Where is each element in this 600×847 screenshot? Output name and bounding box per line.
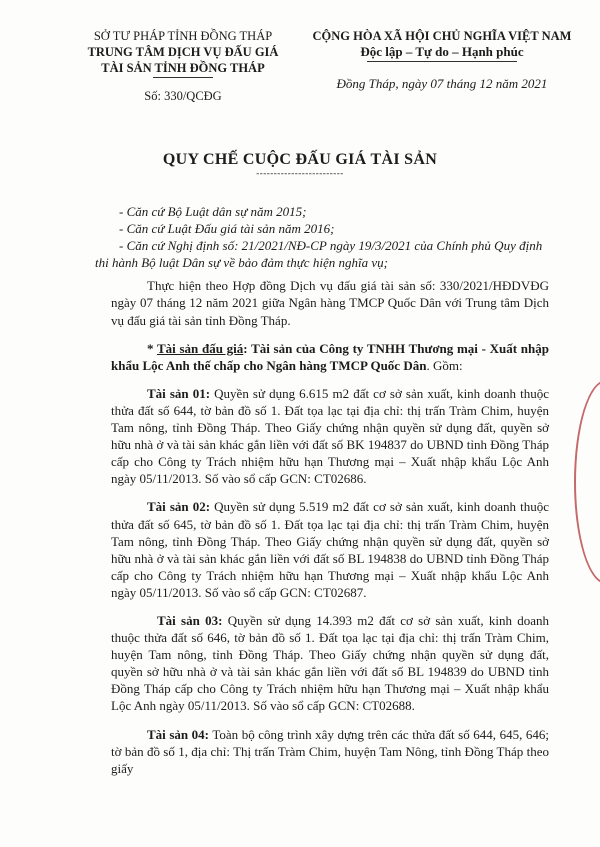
document-body bbox=[95, 203, 549, 777]
legal-basis-3-continued: thi hành Bộ luật Dân sự về bảo đảm thực hiện nghĩa vụ; bbox=[95, 255, 388, 271]
asset-heading-text: Tài sản của Công ty TNHH Thương mại - Xuất nhập khẩu Lộc Anh thế chấp cho Ngân hàng TMCP Quốc Dân bbox=[111, 340, 549, 373]
issuer-department: SỞ TƯ PHÁP TỈNH ĐỒNG THÁP bbox=[93, 29, 273, 43]
asset-3-label: Tài sản 03: bbox=[157, 612, 223, 628]
asset-paragraph-2 bbox=[111, 498, 549, 601]
issuer-center-line2: TÀI SẢN TỈNH ĐỒNG THÁP bbox=[101, 61, 265, 75]
asset-2-label: Tài sản 02: bbox=[147, 499, 211, 515]
issuer-center-line1: TRUNG TÂM DỊCH VỤ ĐẤU GIÁ bbox=[87, 45, 279, 59]
asset-heading-suffix: . Gồm: bbox=[426, 357, 463, 373]
asset-paragraph-3 bbox=[111, 612, 549, 715]
document-title: QUY CHẾ CUỘC ĐẤU GIÁ TÀI SẢN bbox=[162, 151, 438, 168]
asset-1-label: Tài sản 01: bbox=[147, 385, 211, 401]
legal-basis-3: - Căn cứ Nghị định số: 21/2021/NĐ-CP ngày 19/3/2021 của Chính phủ Quy định bbox=[119, 238, 543, 254]
national-header bbox=[292, 28, 592, 92]
asset-paragraph-4 bbox=[111, 726, 549, 777]
asset-heading-colon: : bbox=[243, 340, 252, 356]
national-motto: Độc lập – Tự do – Hạnh phúc bbox=[360, 44, 524, 59]
national-title: CỘNG HÒA XÃ HỘI CHỦ NGHĨA VIỆT NAM bbox=[312, 29, 572, 43]
asset-heading-paragraph bbox=[111, 340, 549, 374]
asset-heading-bullet: * bbox=[147, 340, 157, 356]
asset-paragraph-1 bbox=[111, 385, 549, 488]
issuer-block bbox=[84, 28, 282, 104]
legal-basis-1: - Căn cứ Bộ Luật dân sự năm 2015; bbox=[119, 204, 307, 219]
issuer-underline bbox=[153, 77, 213, 78]
asset-4-label: Tài sản 04: bbox=[147, 726, 210, 742]
asset-4-text: Toàn bộ công trình xây dựng trên các thửa đất số 644, 645, 646; tờ bản đồ số 1, địa chỉ: Thị trấn Tràm Chim, huyện Tam Nông, tỉnh Đồng Tháp theo giấy bbox=[111, 726, 549, 776]
red-seal-stamp bbox=[574, 380, 600, 584]
asset-3-text: Quyền sử dụng 14.393 m2 đất cơ sở sản xuất, kinh doanh thuộc thửa đất số 646, tờ bản đồ số 1. Đất tọa lạc tại địa chỉ: thị trấn Tràm Chim, huyện Tam nông, tỉnh Đồng Tháp. Theo Giấy chứng nhận quyền sử dụng đất, quyền sở hữu nhà ở và tài sản khác gắn liền với đất số BL 194839 do UBND tỉnh Đồng Tháp cấp cho Công ty Trách nhiệm hữu hạn Thương mại – Xuất nhập khẩu Lộc Anh ngày 05/11/2013. Số vào sổ cấp GCN: CT02688. bbox=[111, 612, 549, 714]
intro-paragraph: Thực hiện theo Hợp đồng Dịch vụ đấu giá tài sản số: 330/2021/HĐDVĐG ngày 07 tháng 12 năm 2021 giữa Ngân hàng TMCP Quốc Dân với Trung tâm Dịch vụ đấu giá tài sản tỉnh Đồng Tháp. bbox=[111, 278, 549, 328]
document-date: Đồng Tháp, ngày 07 tháng 12 năm 2021 bbox=[336, 76, 548, 91]
asset-2-text: Quyền sử dụng 5.519 m2 đất cơ sở sản xuất, kinh doanh thuộc thửa đất số 645, tờ bản đồ số 1. Đất tọa lạc tại địa chỉ: thị trấn Tràm Chim, huyện Tam nông, tỉnh Đồng Tháp. Theo Giấy chứng nhận quyền sử dụng đất, quyền sở hữu nhà ở và tài sản khác gắn liền với đất số BL 194838 do UBND tỉnh Đồng Tháp cấp cho Công ty Trách nhiệm hữu hạn Thương mại – Xuất nhập khẩu Lộc Anh ngày 05/11/2013. Số vào sổ cấp GCN: CT02687. bbox=[111, 499, 549, 600]
asset-heading-label: Tài sản đấu giá bbox=[156, 340, 244, 356]
legal-basis-2: - Căn cứ Luật Đấu giá tài sản năm 2016; bbox=[119, 221, 335, 237]
asset-1-text: Quyền sử dụng 6.615 m2 đất cơ sở sản xuất, kinh doanh thuộc thửa đất số 644, tờ bản đồ số 1. Đất tọa lạc tại địa chỉ: thị trấn Tràm Chim, huyện Tam nông, tỉnh Đồng Tháp. Theo Giấy chứng nhận quyền sử dụng đất, quyền sở hữu nhà ở và tài sản khác gắn liền với đất số BK 194837 do UBND tỉnh Đồng Tháp cấp cho Công ty Trách nhiệm hữu hạn Thương mại – Xuất nhập khẩu Lộc Anh ngày 05/11/2013. Số vào sổ cấp GCN: CT02686. bbox=[111, 385, 549, 487]
title-dash-rule: ------------------------- bbox=[256, 168, 344, 178]
document-number: Số: 330/QCĐG bbox=[144, 89, 222, 103]
motto-underline bbox=[367, 61, 517, 62]
